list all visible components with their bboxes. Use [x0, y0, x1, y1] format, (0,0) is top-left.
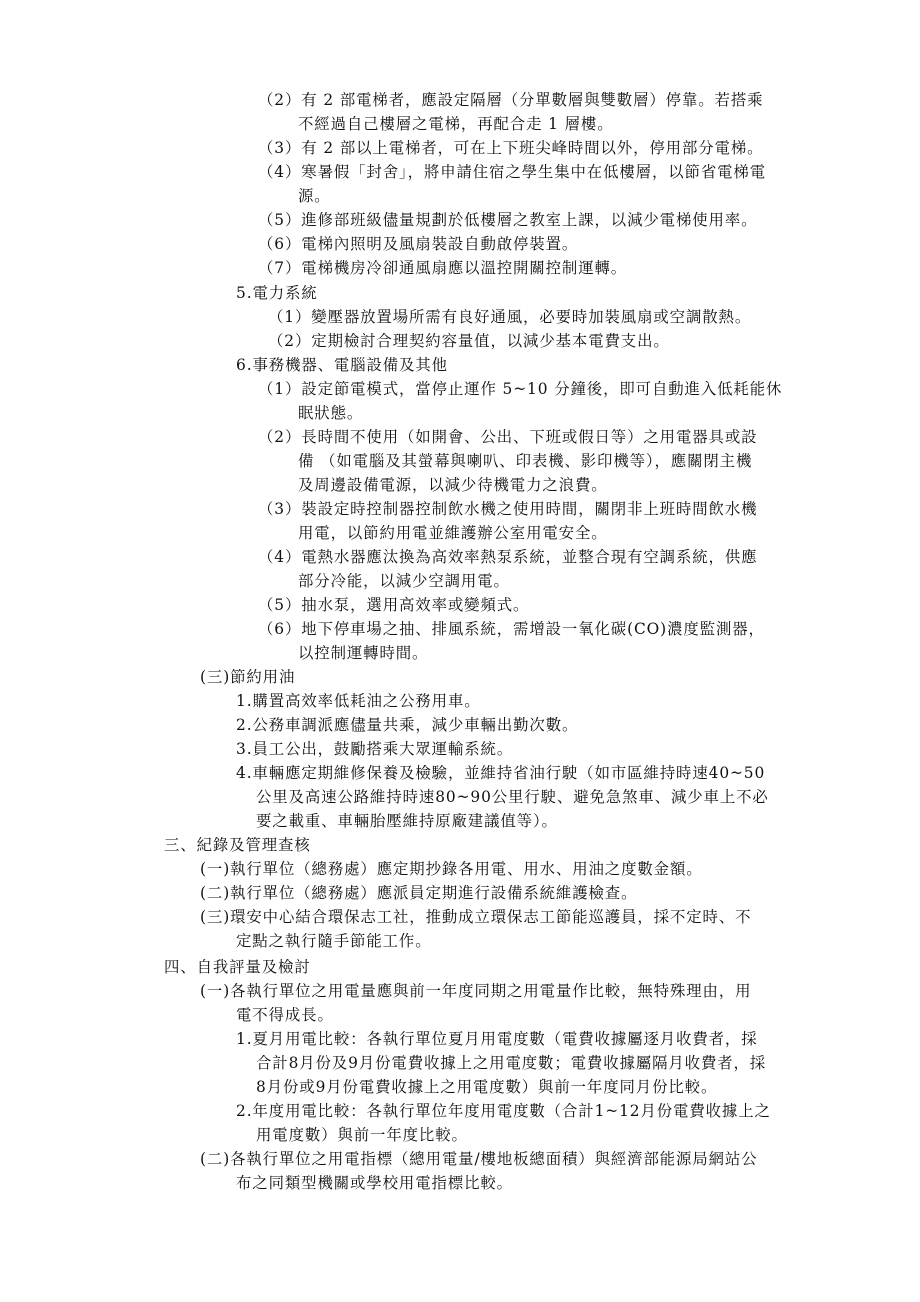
power-item-2: （2）定期檢討合理契約容量值，以減少基本電費支出。 — [268, 332, 670, 350]
office-item-4-cont: 部分冷能，以減少空調用電。 — [298, 572, 510, 590]
elevator-item-4-cont: 源。 — [298, 187, 331, 205]
elevator-item-7: （7）電梯機房冷卻通風扇應以溫控開關控制運轉。 — [258, 259, 628, 277]
review-subitem-2: 2.年度用電比較：各執行單位年度用電度數（合計1~12月份電費收據上之 — [236, 1102, 771, 1120]
power-item-1: （1）變壓器放置場所需有良好通風，必要時加裝風扇或空調散熱。 — [268, 308, 752, 326]
office-item-2-cont: 備 （如電腦及其螢幕與喇叭、印表機、影印機等），應關閉主機 — [298, 452, 753, 470]
fuel-item-4-cont2: 要之載重、車輛胎壓維持原廠建議值等）。 — [256, 812, 558, 830]
office-item-3: （3）裝設定時控制器控制飲水機之使用時間，關閉非上班時間飲水機 — [258, 500, 758, 518]
fuel-item-4: 4.車輛應定期維修保養及檢驗，並維持省油行駛（如市區維持時速40~50 — [236, 764, 766, 782]
elevator-item-6: （6）電梯內照明及風扇裝設自動啟停裝置。 — [258, 235, 579, 253]
elevator-item-3: （3）有 2 部以上電梯者，可在上下班尖峰時間以外，停用部分電梯。 — [258, 139, 764, 157]
office-item-1-cont: 眠狀態。 — [298, 404, 364, 422]
fuel-item-2: 2.公務車調派應儘量共乘，減少車輛出勤次數。 — [236, 716, 579, 734]
elevator-item-4: （4）寒暑假「封舍」，將申請住宿之學生集中在低樓層，以節省電梯電 — [258, 163, 767, 181]
records-item-1: (一)執行單位（總務處）應定期抄錄各用電、用水、用油之度數金額。 — [200, 860, 703, 878]
office-item-5: （5）抽水泵，選用高效率或變頻式。 — [258, 596, 530, 614]
fuel-item-4-cont: 公里及高速公路維持時速80~90公里行駛、避免急煞車、減少車上不必 — [256, 788, 769, 806]
review-item-2: (二)各執行單位之用電指標（總用電量/樓地板總面積）與經濟部能源局網站公 — [200, 1150, 758, 1168]
office-item-4: （4）電熱水器應汰換為高效率熱泵系統，並整合現有空調系統，供應 — [258, 548, 758, 566]
records-item-3-cont: 定點之執行隨手節能工作。 — [236, 932, 432, 950]
section-office-heading: 6.事務機器、電腦設備及其他 — [236, 356, 448, 374]
chapter-records-heading: 三、紀錄及管理查核 — [164, 836, 311, 854]
chapter-review-heading: 四、自我評量及檢討 — [164, 958, 311, 976]
review-subitem-1: 1.夏月用電比較：各執行單位夏月用電度數（電費收據屬逐月收費者，採 — [236, 1030, 758, 1048]
elevator-item-2-cont: 不經過自己樓層之電梯，再配合走 1 層樓。 — [298, 115, 614, 133]
review-item-1: (一)各執行單位之用電量應與前一年度同期之用電量作比較，無特殊理由，用 — [200, 982, 752, 1000]
elevator-item-2: （2）有 2 部電梯者，應設定隔層（分單數層與雙數層）停靠。若搭乘 — [258, 91, 764, 109]
records-item-2: (二)執行單位（總務處）應派員定期進行設備系統維護檢查。 — [200, 884, 638, 902]
review-subitem-1-cont: 合計8月份及9月份電費收據上之用電度數；電費收據屬隔月收費者，採 — [256, 1054, 767, 1072]
fuel-item-3: 3.員工公出，鼓勵搭乘大眾運輸系統。 — [236, 740, 514, 758]
section-fuel-heading: (三)節約用油 — [200, 668, 296, 686]
review-subitem-2-cont: 用電度數）與前一年度比較。 — [256, 1126, 468, 1144]
office-item-1: （1）設定節電模式，當停止運作 5~10 分鐘後，即可自動進入低耗能休 — [258, 380, 783, 398]
review-item-1-cont: 電不得成長。 — [236, 1006, 334, 1024]
review-item-2-cont: 布之同類型機關或學校用電指標比較。 — [236, 1174, 513, 1192]
office-item-2-cont2: 及周邊設備電源，以減少待機電力之浪費。 — [298, 476, 608, 494]
office-item-3-cont: 用電，以節約用電並維護辦公室用電安全。 — [298, 524, 608, 542]
office-item-2: （2）長時間不使用（如開會、公出、下班或假日等）之用電器具或設 — [258, 428, 758, 446]
section-power-heading: 5.電力系統 — [236, 284, 318, 302]
records-item-3: (三)環安中心結合環保志工社，推動成立環保志工節能巡護員，採不定時、不 — [200, 908, 752, 926]
fuel-item-1: 1.購置高效率低耗油之公務用車。 — [236, 692, 481, 710]
elevator-item-5: （5）進修部班級儘量規劃於低樓層之教室上課，以減少電梯使用率。 — [258, 211, 758, 229]
review-subitem-1-cont2: 8月份或9月份電費收據上之用電度數）與前一年度同月份比較。 — [256, 1078, 718, 1096]
office-item-6-cont: 以控制運轉時間。 — [298, 644, 429, 662]
office-item-6: （6）地下停車場之抽、排風系統，需增設一氧化碳(CO)濃度監測器， — [258, 620, 765, 638]
